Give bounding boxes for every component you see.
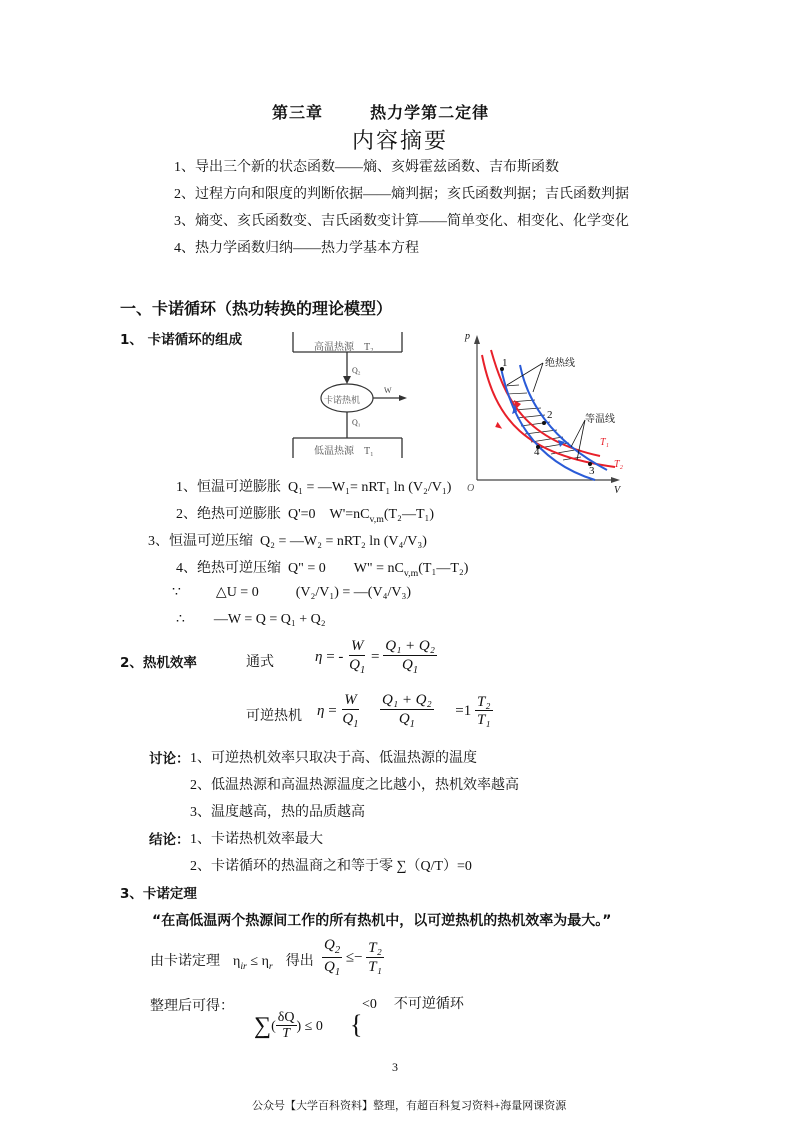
hot-source-label: 高温热源 T₂ bbox=[314, 342, 374, 353]
clausius-inequality: ∑( $\frac{\delta Q}{T}$ ) ≤ 0 bbox=[254, 1010, 323, 1042]
step-formula-tail: (T₁—T₂) bbox=[418, 561, 469, 576]
chapter-number: 第三章 bbox=[272, 103, 324, 122]
fraction-t2-t1 bbox=[475, 694, 493, 730]
point-1-label: 1 bbox=[502, 357, 508, 369]
one: 1 bbox=[463, 702, 472, 719]
subsection-heading: 1、 卡诺循环的组成 bbox=[120, 332, 243, 348]
subscript: 2 bbox=[334, 945, 341, 956]
eta-ir: η bbox=[233, 954, 241, 969]
equals: = bbox=[326, 648, 335, 665]
step-label: 3、恒温可逆压缩 bbox=[148, 534, 253, 549]
q2-arrow-head bbox=[343, 376, 351, 384]
subscript: 1 bbox=[360, 664, 366, 676]
isotherm-label: 等温线 bbox=[585, 414, 615, 425]
fraction-dq-t bbox=[276, 1010, 297, 1043]
reversible-engine-label: 可逆热机 bbox=[246, 709, 302, 724]
denominator: T₁ bbox=[368, 958, 382, 975]
general-formula-label: 通式 bbox=[246, 655, 274, 670]
denominator bbox=[397, 710, 417, 732]
cold-source-label: 低温热源 T₁ bbox=[314, 446, 374, 457]
numerator: Q₁ + Q₂ bbox=[382, 692, 432, 708]
work-heat-eq: —W = Q = Q₁ + Q₂ bbox=[213, 612, 326, 627]
subscript: ir bbox=[240, 960, 247, 972]
because-symbol: ∵ bbox=[172, 585, 181, 600]
numerator: Q₁ + Q₂ bbox=[385, 638, 435, 654]
denominator bbox=[322, 958, 342, 980]
equals: = bbox=[455, 702, 464, 719]
fraction-q1q2-q1 bbox=[383, 638, 437, 677]
volume-ratio-eq: (V₂/V₁) = —(V₄/V₃) bbox=[295, 585, 411, 600]
step-label: 4、绝热可逆压缩 bbox=[176, 561, 281, 576]
work-label: W bbox=[384, 386, 392, 395]
case-irreversible bbox=[362, 993, 464, 1013]
denominator bbox=[340, 710, 360, 732]
subscript: 1 bbox=[409, 718, 415, 730]
q: Q bbox=[324, 937, 335, 953]
footer-note: 公众号【大学百科资料】整理，有超百科复习资料+海量网课资源 bbox=[252, 1100, 567, 1112]
case-label: 不可逆循环 bbox=[393, 997, 464, 1012]
chapter-heading bbox=[272, 100, 489, 123]
summary-item: 4、热力学函数归纳——热力学基本方程 bbox=[174, 241, 419, 256]
conclusion-label: 结论： bbox=[149, 832, 190, 848]
fraction-w-q1 bbox=[347, 638, 367, 677]
q: Q bbox=[324, 958, 335, 975]
leq: ≤ bbox=[250, 954, 259, 969]
arrow-3-4 bbox=[494, 421, 502, 431]
numerator: T₂ bbox=[368, 940, 382, 957]
point-2-label: 2 bbox=[547, 409, 553, 421]
section-heading: 一、卡诺循环（热功转换的理论模型） bbox=[120, 299, 393, 318]
p-axis-label: p bbox=[465, 331, 470, 342]
step-formula: Q₁ = —W₁= nRT₁ ln (V₂/V₁) bbox=[288, 480, 452, 495]
q: Q bbox=[402, 656, 413, 673]
numerator: δQ bbox=[277, 1010, 295, 1025]
therefore-symbol: ∴ bbox=[176, 612, 185, 627]
q: Q bbox=[398, 710, 410, 727]
q2-label: Q₂ bbox=[352, 366, 361, 375]
step-isothermal-compression bbox=[148, 530, 427, 550]
step-adiabatic-compression bbox=[176, 557, 468, 579]
fraction-w-q1 bbox=[340, 692, 360, 731]
case-relation: <0 bbox=[362, 997, 377, 1012]
delta-u-eq: △U = 0 bbox=[215, 585, 259, 600]
sigma: ∑ bbox=[254, 1013, 272, 1040]
page-number: 3 bbox=[392, 1060, 398, 1074]
step-formula: Q₂ = —W₂ = nRT₂ ln (V₄/V₃) bbox=[260, 534, 427, 549]
adiabat-label: 绝热线 bbox=[545, 358, 575, 369]
after-rearranging-label: 整理后可得： bbox=[150, 999, 234, 1014]
summary-item: 1、导出三个新的状态函数——熵、亥姆霍兹函数、吉布斯函数 bbox=[174, 160, 559, 175]
q1-label: Q₁ bbox=[352, 418, 361, 427]
origin-label: O bbox=[467, 483, 475, 494]
from-theorem-text: 由卡诺定理 bbox=[150, 954, 220, 969]
discussion-item: 2、低温热源和高温热源温度之比越小，热机效率越高 bbox=[190, 778, 519, 793]
fraction-q1q2-q1 bbox=[380, 692, 434, 731]
summary-item: 3、熵变、亥氏函数变、吉氏函数变计算——简单变化、相变化、化学变化 bbox=[174, 214, 629, 229]
numerator bbox=[322, 937, 342, 958]
step-formula: Q" = 0 W" = nC bbox=[288, 561, 404, 576]
discussion-item: 3、温度越高，热的品质越高 bbox=[190, 805, 365, 820]
point-2 bbox=[542, 421, 546, 425]
summary-item: 2、过程方向和限度的判断依据——熵判据；亥氏函数判据；吉氏函数判据 bbox=[174, 187, 629, 202]
t1-label: T₁ bbox=[600, 437, 610, 448]
eta-r: η bbox=[261, 954, 269, 969]
theorem-inequality bbox=[322, 937, 384, 979]
q: Q bbox=[349, 656, 361, 673]
discussion-item: 1、可逆热机效率只取决于高、低温热源的温度 bbox=[190, 751, 477, 766]
work-arrow-head bbox=[399, 395, 407, 401]
brace: { bbox=[350, 1010, 363, 1039]
fraction-t2-t1 bbox=[366, 940, 384, 976]
subsection-heading: 2、热机效率 bbox=[120, 655, 197, 671]
v-axis-label: V bbox=[614, 485, 621, 496]
step-formula: Q'=0 W'=nC bbox=[288, 507, 370, 522]
leq: ≤ bbox=[345, 949, 355, 966]
numerator: T₂ bbox=[476, 693, 491, 710]
subscript: 1 bbox=[412, 664, 419, 676]
subscript: v,m bbox=[403, 567, 419, 579]
general-efficiency-formula bbox=[315, 638, 437, 677]
rhs: ≤ 0 bbox=[304, 1018, 323, 1034]
step-isothermal-expansion bbox=[176, 476, 451, 496]
engine-label: 卡诺热机 bbox=[324, 395, 361, 405]
chapter-title: 热力学第二定律 bbox=[370, 103, 490, 122]
q: Q bbox=[342, 710, 354, 727]
p-axis-arrow bbox=[474, 335, 480, 344]
summary-title: 内容摘要 bbox=[352, 128, 449, 153]
numerator: W bbox=[350, 638, 364, 654]
fraction-q2-q1 bbox=[322, 937, 342, 979]
subscript: 1 bbox=[353, 718, 359, 730]
point-3-label: 3 bbox=[589, 465, 595, 477]
from-theorem-line bbox=[150, 950, 314, 972]
reversible-efficiency-formula bbox=[317, 692, 493, 731]
subsection-heading: 3、卡诺定理 bbox=[120, 886, 197, 902]
eta: η bbox=[317, 702, 325, 719]
point-4-label: 4 bbox=[534, 446, 540, 458]
minus: − bbox=[354, 949, 363, 966]
subscript: r bbox=[268, 960, 273, 972]
numerator: W bbox=[344, 692, 357, 708]
step-label: 1、恒温可逆膨胀 bbox=[176, 480, 281, 495]
discussion-label: 讨论： bbox=[149, 751, 190, 767]
therefore-line bbox=[176, 611, 326, 628]
eta: η bbox=[315, 648, 323, 665]
minus: - bbox=[338, 648, 344, 665]
t2-label: T₂ bbox=[614, 459, 624, 470]
because-line bbox=[172, 584, 411, 601]
conclusion-item: 2、卡诺循环的热温商之和等于零 ∑（Q/T）=0 bbox=[190, 859, 472, 874]
theorem-quote: “在高低温两个热源间工作的所有热机中，以可逆热机的热机效率为最大。” bbox=[152, 913, 612, 929]
get-text: 得出 bbox=[285, 954, 314, 969]
denominator bbox=[347, 656, 367, 678]
step-formula-tail: (T₂—T₁) bbox=[383, 507, 435, 522]
step-adiabatic-expansion bbox=[176, 503, 434, 525]
step-label: 2、绝热可逆膨胀 bbox=[176, 507, 281, 522]
v-axis-arrow bbox=[611, 477, 620, 483]
subscript: v,m bbox=[369, 513, 384, 525]
denominator: T bbox=[282, 1026, 291, 1042]
equals: = bbox=[371, 648, 380, 665]
denominator: T₁ bbox=[476, 712, 491, 729]
subscript: 1 bbox=[334, 966, 341, 978]
denominator bbox=[400, 656, 420, 678]
conclusion-item: 1、卡诺热机效率最大 bbox=[190, 832, 323, 847]
equals: = bbox=[328, 702, 337, 719]
